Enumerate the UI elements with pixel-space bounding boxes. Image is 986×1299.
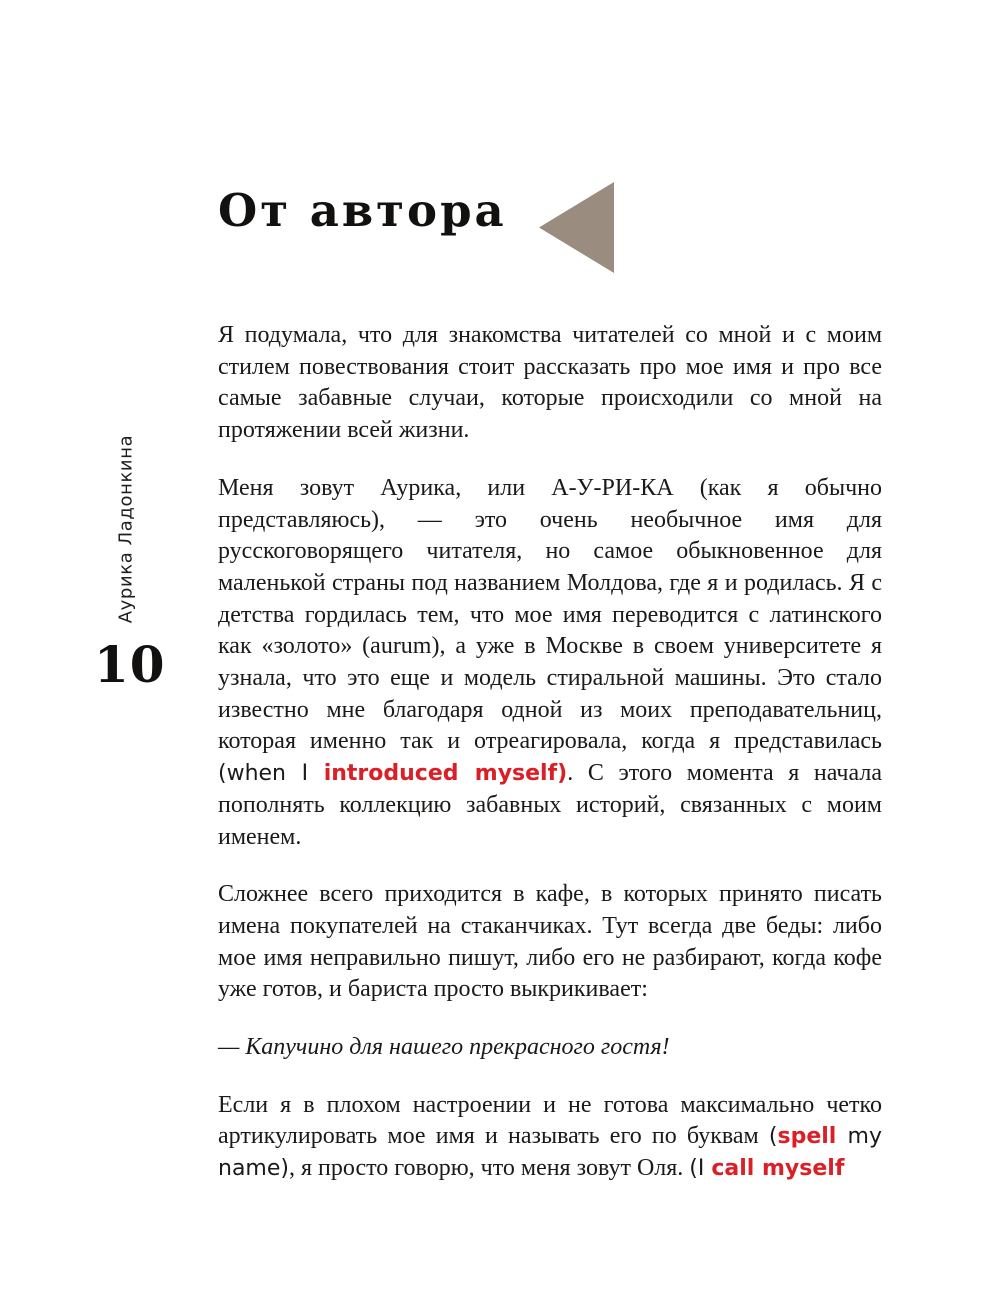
text-run-red: spell <box>777 1124 837 1150</box>
paragraph <box>218 879 882 1006</box>
left-triangle-icon <box>539 182 614 273</box>
sidebar-author: Аурика Ладонкина <box>115 434 137 624</box>
text-run-sans: ( <box>768 1124 778 1150</box>
text-run-sans: (when I <box>218 761 324 787</box>
quote-paragraph <box>218 1032 882 1064</box>
paragraph <box>218 320 882 447</box>
paragraph <box>218 1090 882 1185</box>
page-number: 10 <box>94 635 166 694</box>
text-run-serif: , я просто говорю, что меня зовут Оля. <box>288 1155 690 1182</box>
text-run-sans: (I <box>689 1156 712 1182</box>
text-run-serif: Сложнее всего приходится в кафе, в которых принято писать имена покупателей на стаканчиках. Тут всегда две беды: либо мое имя неправильно пишут, либо его не разбирают, когда кофе уже готов, и бариста просто выкрикивает: <box>218 881 882 1003</box>
page-title: От автора <box>218 184 507 237</box>
text-run-red: call myself <box>711 1156 845 1182</box>
text-run-italic: — Капучино для нашего прекрасного гостя! <box>218 1034 670 1061</box>
paragraph <box>218 473 882 853</box>
text-run-serif: Я подумала, что для знакомства читателей со мной и с моим стилем повествования стоит рассказать про мое имя и про все самые забавные случаи, которые происходили со мной на протяжении всей жизни. <box>218 322 882 444</box>
body-text <box>218 320 882 1211</box>
chapter-header <box>218 182 614 273</box>
text-run-serif: Меня зовут Аурика, или А-У-РИ-КА (как я обычно представляюсь), — это очень необычное имя для русскоговорящего читателя, но самое обыкновенное для маленькой страны под названием Молдова, где я и родилась. Я с детства гордилась тем, что мое имя переводится с латинского как «золото» (aurum), а уже в Москве в своем университете я узнала, что это еще и модель стиральной машины. Это стало известно мне благодаря одной из моих преподавательниц, которая именно так и отреагировала, когда я представилась <box>218 474 882 755</box>
left-triangle-shape <box>539 182 614 273</box>
text-run-red: introduced myself) <box>323 761 568 787</box>
text-run-sans: my name) <box>218 1124 882 1182</box>
text-run-serif: . С этого момента я начала пополнять коллекцию забавных историй, связанных с моим именем. <box>218 760 882 850</box>
text-run-serif: Если я в плохом настроении и не готова максимально четко артикулировать мое имя и называть его по буквам <box>218 1091 882 1150</box>
